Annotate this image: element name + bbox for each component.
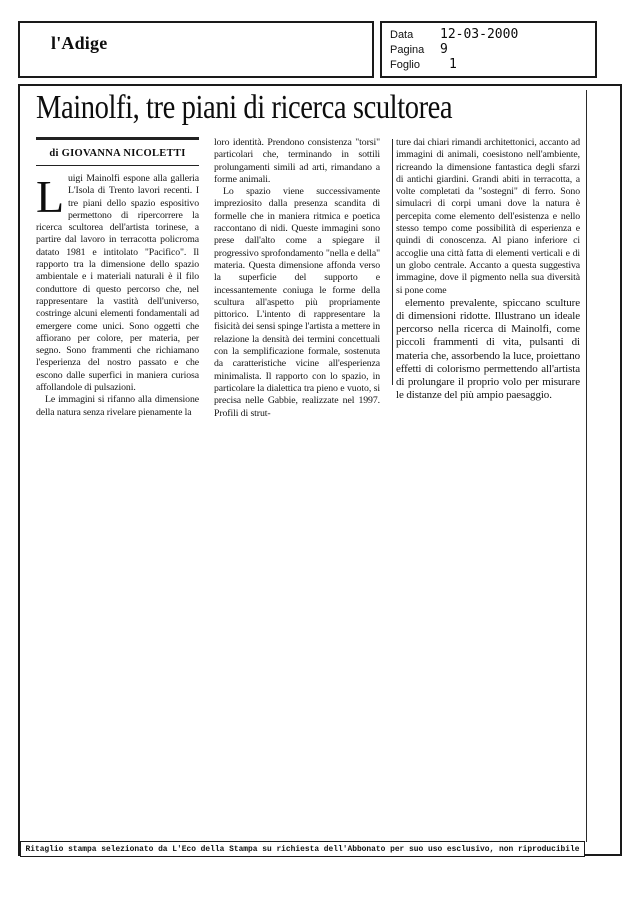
newspaper-masthead: l'Adige bbox=[51, 33, 108, 53]
column-divider-rule bbox=[392, 139, 393, 385]
article-headline: Mainolfi, tre piani di ricerca scultorea bbox=[36, 89, 453, 126]
article-box bbox=[18, 84, 622, 856]
page-value: 9 bbox=[440, 42, 448, 57]
article-paragraph: ture dai chiari rimandi architettonici, accanto ad immagini di animali, coesistono nell'ambiente, ricreando la dimensione fantastica degli sfarzi di antichi giardini. Grandi abiti in terracotta, a volte completati da "sostegni" di ferro. Sono simulacri di corpi umani dove la natura è percepita come elemento dell'esistenza e nello stesso tempo come possibilità di esperienza e quindi di conoscenza. Al piano inferiore ci accoglie una città fatta di elementi verticali e di un globo centrale. Accanto a questa suggestiva immagine, dove il pigmento nella sua diversità si pone come bbox=[396, 137, 580, 296]
article-byline: di GIOVANNA NICOLETTI bbox=[49, 148, 186, 159]
masthead-box bbox=[18, 21, 374, 78]
drop-cap: L bbox=[36, 171, 64, 222]
article-paragraph: Le immagini si rifanno alla dimensione della natura senza rivelare pienamente la bbox=[36, 394, 199, 418]
article-paragraph: loro identità. Prendono consistenza "torsi" particolari che, terminando in sottili prolungamenti simili ad arti, rimandano a forme animali. bbox=[214, 137, 380, 185]
meta-row-date bbox=[390, 27, 595, 42]
sheet-value: 1 bbox=[449, 57, 457, 72]
article-paragraph: Lo spazio viene successivamente impreziosito dalla presenza scandita di formelle che in maniera ritmica e poetica raccontano di nidi. Queste immagini sono prese dall'alto come a spiegare il progressivo sprofondamento "nella e della" materia. Questa dimensione affonda verso la superficie del supporto e incessantemente coniuga le forme della scultura all'aspetto più propriamente pittorico. L'intento di rappresentare la fisicità dei sensi spinge l'artista a mettere in relazione la densità dei termini concettuali con la semplificazione formale, sostenuta da caratteristiche vicine all'esperienza minimalista. Il rapporto con lo spazio, in particolare la dialettica tra pieno e vuoto, si precisa nelle Gabbie, realizzate nel 1997. Profili di strut- bbox=[214, 186, 380, 419]
byline-block bbox=[36, 137, 199, 166]
clipping-edge-rule bbox=[586, 90, 587, 842]
date-value: 12-03-2000 bbox=[440, 27, 519, 42]
copyright-strip bbox=[20, 841, 585, 857]
copyright-notice: Ritaglio stampa selezionato da L'Eco della Stampa su richiesta dell'Abbonato per suo uso esclusivo, non riproducibile bbox=[25, 844, 580, 854]
article-column-3 bbox=[396, 137, 580, 402]
paragraph-text: uigi Mainolfi espone alla galleria L'Isola di Trento lavori recenti. I tre piani dello spazio espositivo permettono di ripercorrere la ricerca scultorea dell'artista torinese, a partire dal lavoro in terracotta policroma datato 1981 e intitolato "Pacifico". Il rapporto tra la dimensione dello spazio ambientale e i materiali naturali è il filo conduttore di questo percorso che, nel rappresentare la vastità dell'universo, costringe alcuni elementi fondamentali ad emergere come unici. Sono oggetti che affiorano per colore, per materia, per segno. Sono frammenti che richiamano l'esperienza del nostro passato e che escono dalle superfici in maniera curiosa affollandole di pulsazioni. bbox=[36, 173, 199, 394]
date-label: Data bbox=[390, 28, 414, 41]
meta-row-sheet bbox=[390, 57, 595, 72]
article-paragraph bbox=[36, 173, 199, 394]
sheet-label: Foglio bbox=[390, 58, 420, 71]
page-label: Pagina bbox=[390, 43, 425, 56]
article-paragraph: elemento prevalente, spiccano sculture di dimensioni ridotte. Illustrano un ideale percorso nella ricerca di Mainolfi, come piccoli frammenti di vita, pulsanti di materia che, assorbendo la luce, proiettano effetti di colorismo permettendo all'artista di prolungare il proprio volo per misurare le distanze del più ampio paesaggio. bbox=[396, 296, 580, 402]
article-column-2 bbox=[214, 137, 380, 420]
meta-row-page bbox=[390, 42, 595, 57]
clipping-meta-box bbox=[380, 21, 597, 78]
article-column-1 bbox=[36, 137, 199, 419]
